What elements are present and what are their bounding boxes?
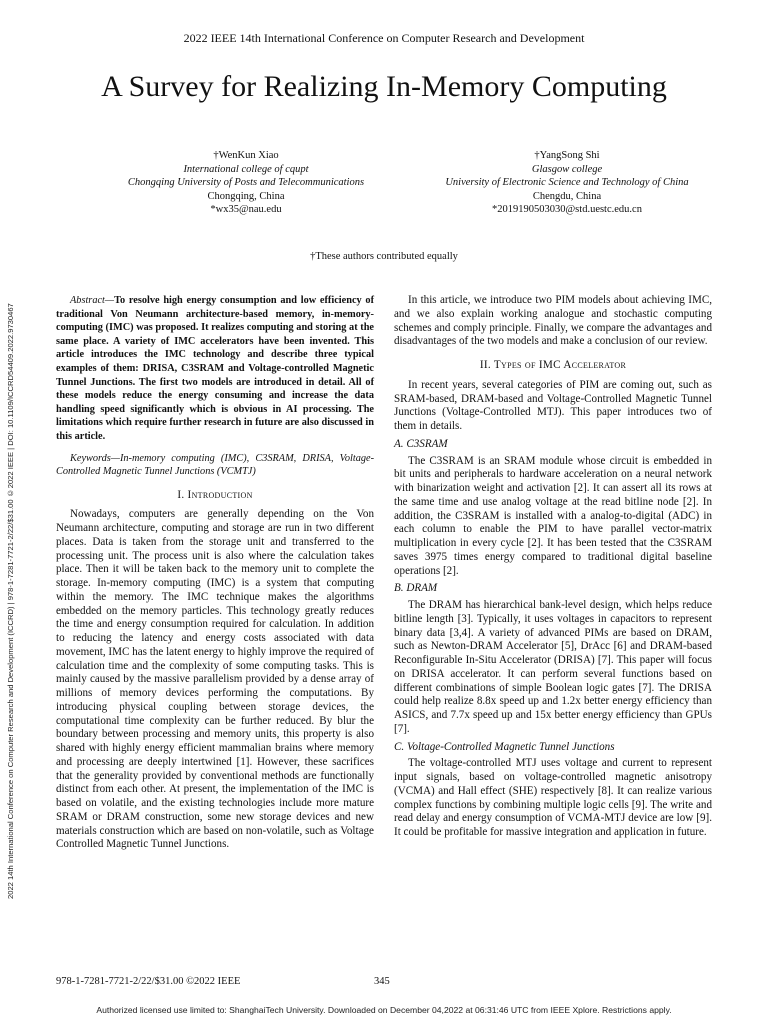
paragraph-types: In recent years, several categories of PIM are coming out, such as SRAM-based, DRAM-based and Voltage-Controlled Magnetic Tunnel Junctions (Voltage-Controlled MTJ). This paper introduces two of them in details. xyxy=(394,378,712,432)
subsection-heading-dram: B. DRAM xyxy=(394,582,438,595)
abstract-lead: Abstract— xyxy=(70,295,115,306)
paragraph-mtj: The voltage-controlled MTJ uses voltage and current to represent input signals, based on voltage-controlled magnetic anisotropy (VCMA) and Hall effect (SHE) respectively [8]. It can realize various complex functions by combining multiple logic cells [9]. The write and read delay and energy consumption of VCMA-MTJ device are low [9]. It could be profitable for massive integration and application in future. xyxy=(394,757,712,838)
author-email: *wx35@nau.edu xyxy=(210,204,282,216)
license-note: Authorized licensed use limited to: ShanghaiTech University. Downloaded on December 04,2022 at 06:31:46 UTC from IEEE Xplore. Restrictions apply. xyxy=(96,1005,672,1015)
section-heading-types: II. Types of IMC Accelerator xyxy=(479,359,627,371)
paper-title: A Survey for Realizing In-Memory Computing xyxy=(101,70,667,103)
paragraph-article-overview: In this article, we introduce two PIM models about achieving IMC, and we also explain working analogue and stochastic computing schemes and comply principle. Finally, we compare the advantages and disadvantages of the two models and make a conclusion of our review. xyxy=(394,294,712,348)
section-heading-introduction: I. Introduction xyxy=(177,488,253,501)
author-block-right xyxy=(412,149,722,217)
page-number: 345 xyxy=(374,976,390,987)
keywords xyxy=(56,452,374,479)
conference-header: 2022 IEEE 14th International Conference on Computer Research and Development xyxy=(183,31,585,45)
paragraph-introduction: Nowadays, computers are generally depending on the Von Neumann architecture, computing and storage are run in two different places. Data is taken from the storage unit and transferred to the processing unit. The process unit is also where the calculation takes place. Then it will be taken back to the memory unit to complete the storage. In-memory computing (IMC) is a system that computing within the memory. The IMC technique makes the algorithms embedded on the memory particles. This technology greatly reduces the time and energy consumption required for calculation. In addition to reducing the latency and energy costs associated with data movement, IMC has the latent energy to highly improve the required of calculation time and the complexity of some computing tasks. This is mainly caused by the massive parallelism provided by a dense array of millions of memory devices performing the computations. By introducing physical coupling between storage devices, the computational time complexity can be further reduced. By blur the boundary between processing and memory units, this property is also shared with highly energy efficient mammalian brains where memory and processing are deeply intertwined [1]. However, these sacrifices that the generality provided by conventional methods are functionally distinct from each other. At present, the implementation of the IMC is based on volatile, and the existing technologies include more mature SRAM or DRAM construction, some new storage devices and new materials construction which are based on non-volatile, such as Voltage Controlled Magnetic Tunnel Junctions. xyxy=(56,508,374,851)
subsection-heading-c3sram: A. C3SRAM xyxy=(394,437,448,450)
author-email: *2019190503030@std.uestc.edu.cn xyxy=(492,204,642,216)
keywords-text: In-memory computing (IMC), C3SRAM, DRISA, Voltage-Controlled Magnetic Tunnel Junctions (VCMTJ) xyxy=(56,452,374,478)
paragraph-dram: The DRAM has hierarchical bank-level design, which helps reduce bitline length [3]. Typically, it uses voltages in capacitors to represent binary data [3,4]. A variety of advanced PIMs are based on DRAM, such as Newton-DRAM Accelerator [5], DrAcc [6] and DRAM-based Reconfigurable In-Situ Accelerator (DRISA) [7]. This paper will focus on DRISA accelerator. It can perform several functions based on different combinations of simple Boolean logic gates [7]. The DRISA could help realize 8.8x speed up and 1.2x better energy efficiency than ASICS, and 7.7x speed up and 15x better energy efficiency than GPUs [7]. xyxy=(394,599,712,735)
left-column xyxy=(56,294,374,852)
subsection-heading-mtj: C. Voltage-Controlled Magnetic Tunnel Junctions xyxy=(394,740,615,753)
footer-isbn: 978-1-7281-7721-2/22/$31.00 ©2022 IEEE xyxy=(56,976,241,987)
keywords-lead: Keywords— xyxy=(70,452,120,464)
author-city: Chengdu, China xyxy=(532,190,602,202)
author-name: †WenKun Xiao xyxy=(213,150,279,161)
author-college: International college of cqupt xyxy=(183,163,309,175)
paragraph-c3sram: The C3SRAM is an SRAM module whose circuit is embedded in bit units and peripherals to hardware acceleration on a neural network with binarization weight and activation [2]. It can assert all its rows at the same time and use analog voltage at the read bitline node [2]. In addition, the C3SRAM is installed with a analog-to-digital (ADC) in each column to enable the PIM to have parallel vector-matrix multiplication in every cycle [2]. It has been tested that the C3SRAM saves 3975 times energy compared to traditional digital baseline operations [2]. xyxy=(394,454,712,577)
right-column xyxy=(394,294,712,840)
author-college: Glasgow college xyxy=(531,163,603,175)
author-block-left xyxy=(96,149,396,217)
author-university: University of Electronic Science and Technology of China xyxy=(445,177,689,189)
author-name: †YangSong Shi xyxy=(534,150,600,161)
author-university: Chongqing University of Posts and Telecommunications xyxy=(127,177,365,189)
author-city: Chongqing, China xyxy=(207,190,285,202)
equal-contribution-note: †These authors contributed equally xyxy=(310,251,458,262)
doi-side-stamp: 2022 14th International Conference on Computer Research and Development (ICCRD) | 978-1-7281-7721-2/22/$31.00 ©2022 IEEE | DOI: 10.1109/ICCRD54409.2022.9730467 xyxy=(6,303,15,899)
abstract-text: To resolve high energy consumption and low efficiency of traditional Von Neumann architecture-based memory, in-memory-computing (IMC) was proposed. It realizes computing and storing at the same place. A variety of IMC accelerators have been invented. This article introduces the IMC technology and describe three typical examples of them: DRISA, C3SRAM and Voltage-controlled Magnetic Tunnel Junctions. The first two models are introduced in detail. All of these models reduce the energy consuming and increase the data handling speed significantly which is obvious in AI processing. The limitations which require further research in future are also discussed in this article. xyxy=(56,295,374,442)
abstract xyxy=(56,294,374,444)
